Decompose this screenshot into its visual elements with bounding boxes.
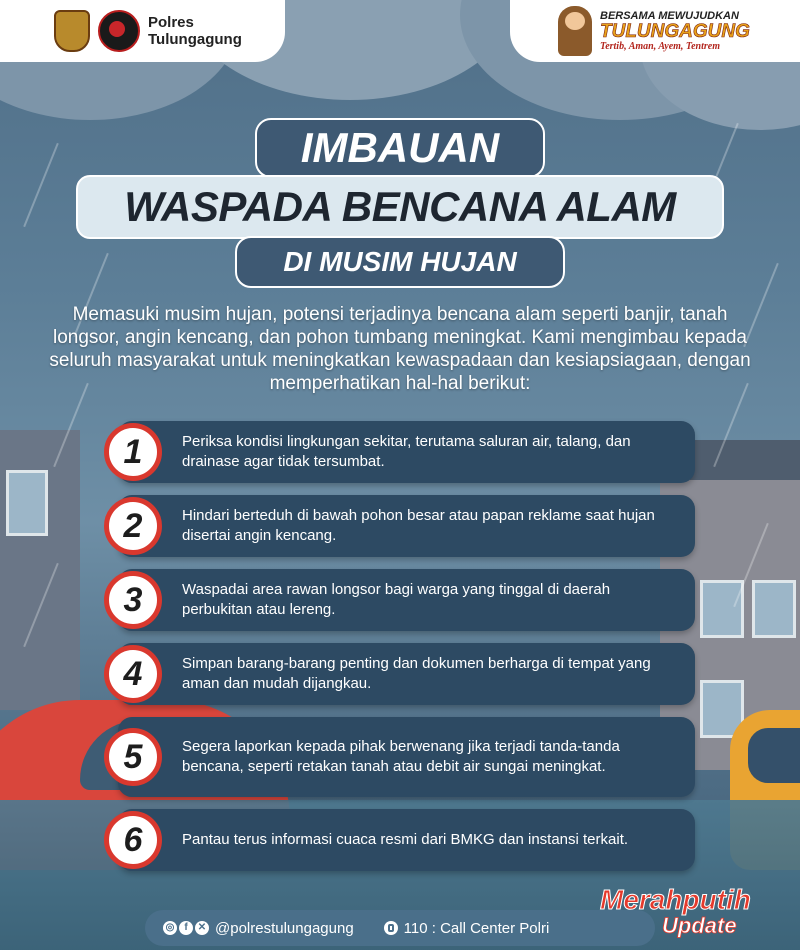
item-text: Periksa kondisi lingkungan sekitar, terutama saluran air, talang, dan drainase agar tidak tersumbat. <box>182 433 631 470</box>
police-badge-icon <box>54 10 90 52</box>
title-subtitle: DI MUSIM HUJAN <box>235 236 565 288</box>
window <box>752 580 796 638</box>
brand-line1: Merahputih <box>600 884 751 915</box>
list-item <box>118 643 695 705</box>
humas-logo-icon <box>98 10 140 52</box>
item-text: Segera laporkan kepada pihak berwenang jika terjadi tanda-tanda bencana, seperti retakan tanah atau debit air sungai meningkat. <box>182 738 620 775</box>
instagram-icon[interactable]: ◎ <box>163 921 177 935</box>
list-item <box>118 569 695 631</box>
list-item <box>118 809 695 871</box>
item-number: 3 <box>104 571 162 629</box>
header-left <box>0 0 285 62</box>
footer-bar <box>145 910 655 946</box>
list-item <box>118 495 695 557</box>
window <box>700 580 744 638</box>
intro-paragraph: Memasuki musim hujan, potensi terjadinya bencana alam seperti banjir, tanah longsor, angin kencang, dan pohon tumbang meningkat. Kami mengimbau kepada seluruh masyarakat untuk meningkatkan kewaspadaan dan kesiapsiagaan, dengan memperhatikan hal-hal berikut: <box>49 304 751 394</box>
brand-watermark <box>600 885 800 937</box>
slogan-sub: Tertib, Aman, Ayem, Tentrem <box>600 41 721 52</box>
item-number: 1 <box>104 423 162 481</box>
item-text: Hindari berteduh di bawah pohon besar atau papan reklame saat hujan disertai angin kencang. <box>182 507 655 544</box>
item-number: 5 <box>104 728 162 786</box>
item-number: 6 <box>104 811 162 869</box>
list-item <box>118 717 695 797</box>
building-right-roof <box>690 440 800 480</box>
item-text: Simpan barang-barang penting dan dokumen berharga di tempat yang aman dan mudah dijangkau. <box>182 655 651 692</box>
mascot-icon <box>558 6 592 56</box>
window <box>6 470 48 536</box>
title-imbauan: IMBAUAN <box>255 118 545 178</box>
slogan <box>600 10 750 52</box>
org-name: Polres Tulungagung <box>148 14 242 48</box>
slogan-top: BERSAMA MEWUJUDKAN <box>600 10 739 22</box>
x-icon[interactable]: ✕ <box>195 921 209 935</box>
brand-line2: Update <box>662 913 737 938</box>
social-icons <box>163 921 209 935</box>
header-right <box>510 0 800 62</box>
item-number: 2 <box>104 497 162 555</box>
slogan-main: TULUNGAGUNG <box>600 21 750 42</box>
facebook-icon[interactable]: f <box>179 921 193 935</box>
item-text: Waspadai area rawan longsor bagi warga yang tinggal di daerah perbukitan atau lereng. <box>182 581 611 618</box>
item-text: Pantau terus informasi cuaca resmi dari BMKG dan instansi terkait. <box>182 831 629 848</box>
title-main: WASPADA BENCANA ALAM <box>76 175 724 239</box>
phone-icon <box>384 921 398 935</box>
list-item <box>118 421 695 483</box>
call-center: 110 : Call Center Polri <box>403 919 550 937</box>
social-handle[interactable]: @polrestulungagung <box>215 919 354 937</box>
item-number: 4 <box>104 645 162 703</box>
rain-streak <box>23 143 59 227</box>
